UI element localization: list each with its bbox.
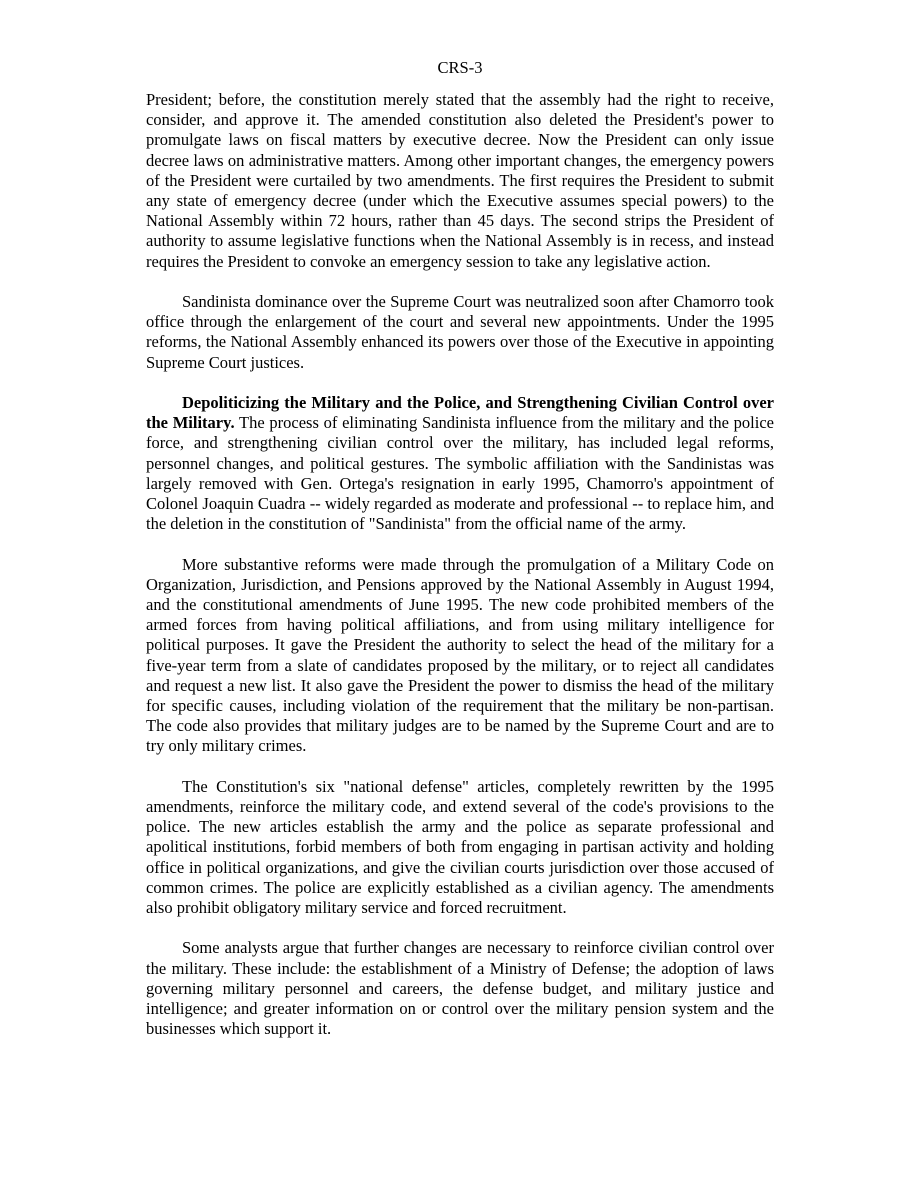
paragraph-further-changes: Some analysts argue that further changes are necessary to reinforce civilian control over the military. These include: the establishment of a Ministry of Defense; the adoption of laws governing military personnel and careers, the defense budget, and military justice and intelligence; and greater information on or control over the military pension system and the businesses which support it. [146, 938, 774, 1039]
paragraph-depoliticizing-body: The process of eliminating Sandinista influence from the military and the police force, and strengthening civilian control over the military, has included legal reforms, personnel changes, and political gestures. The symbolic affiliation with the Sandinistas was largely removed with Gen. Ortega's resignation in early 1995, Chamorro's appointment of Colonel Joaquin Cuadra -- widely regarded as moderate and professional -- to replace him, and the deletion in the constitution of "Sandinista" from the official name of the army. [146, 413, 774, 534]
paragraph-military-code: More substantive reforms were made through the promulgation of a Military Code on Organization, Jurisdiction, and Pensions approved by the National Assembly in August 1994, and the constitutional amendments of June 1995. The new code prohibited members of the armed forces from having political affiliations, and from using military intelligence for political purposes. It gave the President the authority to select the head of the military for a five-year term from a slate of candidates proposed by the military, or to reject all candidates and request a new list. It also gave the President the power to dismiss the head of the military for specific causes, including violation of the requirement that the military be non-partisan. The code also provides that military judges are to be named by the Supreme Court and are to try only military crimes. [146, 554, 774, 756]
page-number: CRS-3 [437, 58, 483, 77]
paragraph-supreme-court: Sandinista dominance over the Supreme Court was neutralized soon after Chamorro took office through the enlargement of the court and several new appointments. Under the 1995 reforms, the National Assembly enhanced its powers over those of the Executive in appointing Supreme Court justices. [146, 292, 774, 372]
document-page [146, 0, 774, 1060]
section-heading-depoliticizing: Depoliticizing the Military and the Police, and Strengthening Civilian Control over the Military. [146, 393, 774, 433]
paragraph-national-defense-articles: The Constitution's six "national defense" articles, completely rewritten by the 1995 amendments, reinforce the military code, and extend several of the code's provisions to the police. The new articles establish the army and the police as separate professional and apolitical institutions, forbid members of both from engaging in partisan activity and holding office in political organizations, and give the civilian courts jurisdiction over those accused of common crimes. The police are explicitly established as a civilian agency. The amendments also prohibit obligatory military service and forced recruitment. [146, 776, 774, 918]
paragraph-depoliticizing-military [146, 393, 774, 534]
paragraph-executive-powers: President; before, the constitution merely stated that the assembly had the right to receive, consider, and approve it. The amended constitution also deleted the President's power to promulgate laws on fiscal matters by executive decree. Now the President can only issue decree laws on administrative matters. Among other important changes, the emergency powers of the President were curtailed by two amendments. The first requires the President to submit any state of emergency decree (under which the Executive assumes special powers) to the National Assembly within 72 hours, rather than 45 days. The second strips the President of authority to assume legislative functions when the National Assembly is in recess, and instead requires the President to convoke an emergency session to take any legislative action. [146, 90, 774, 271]
